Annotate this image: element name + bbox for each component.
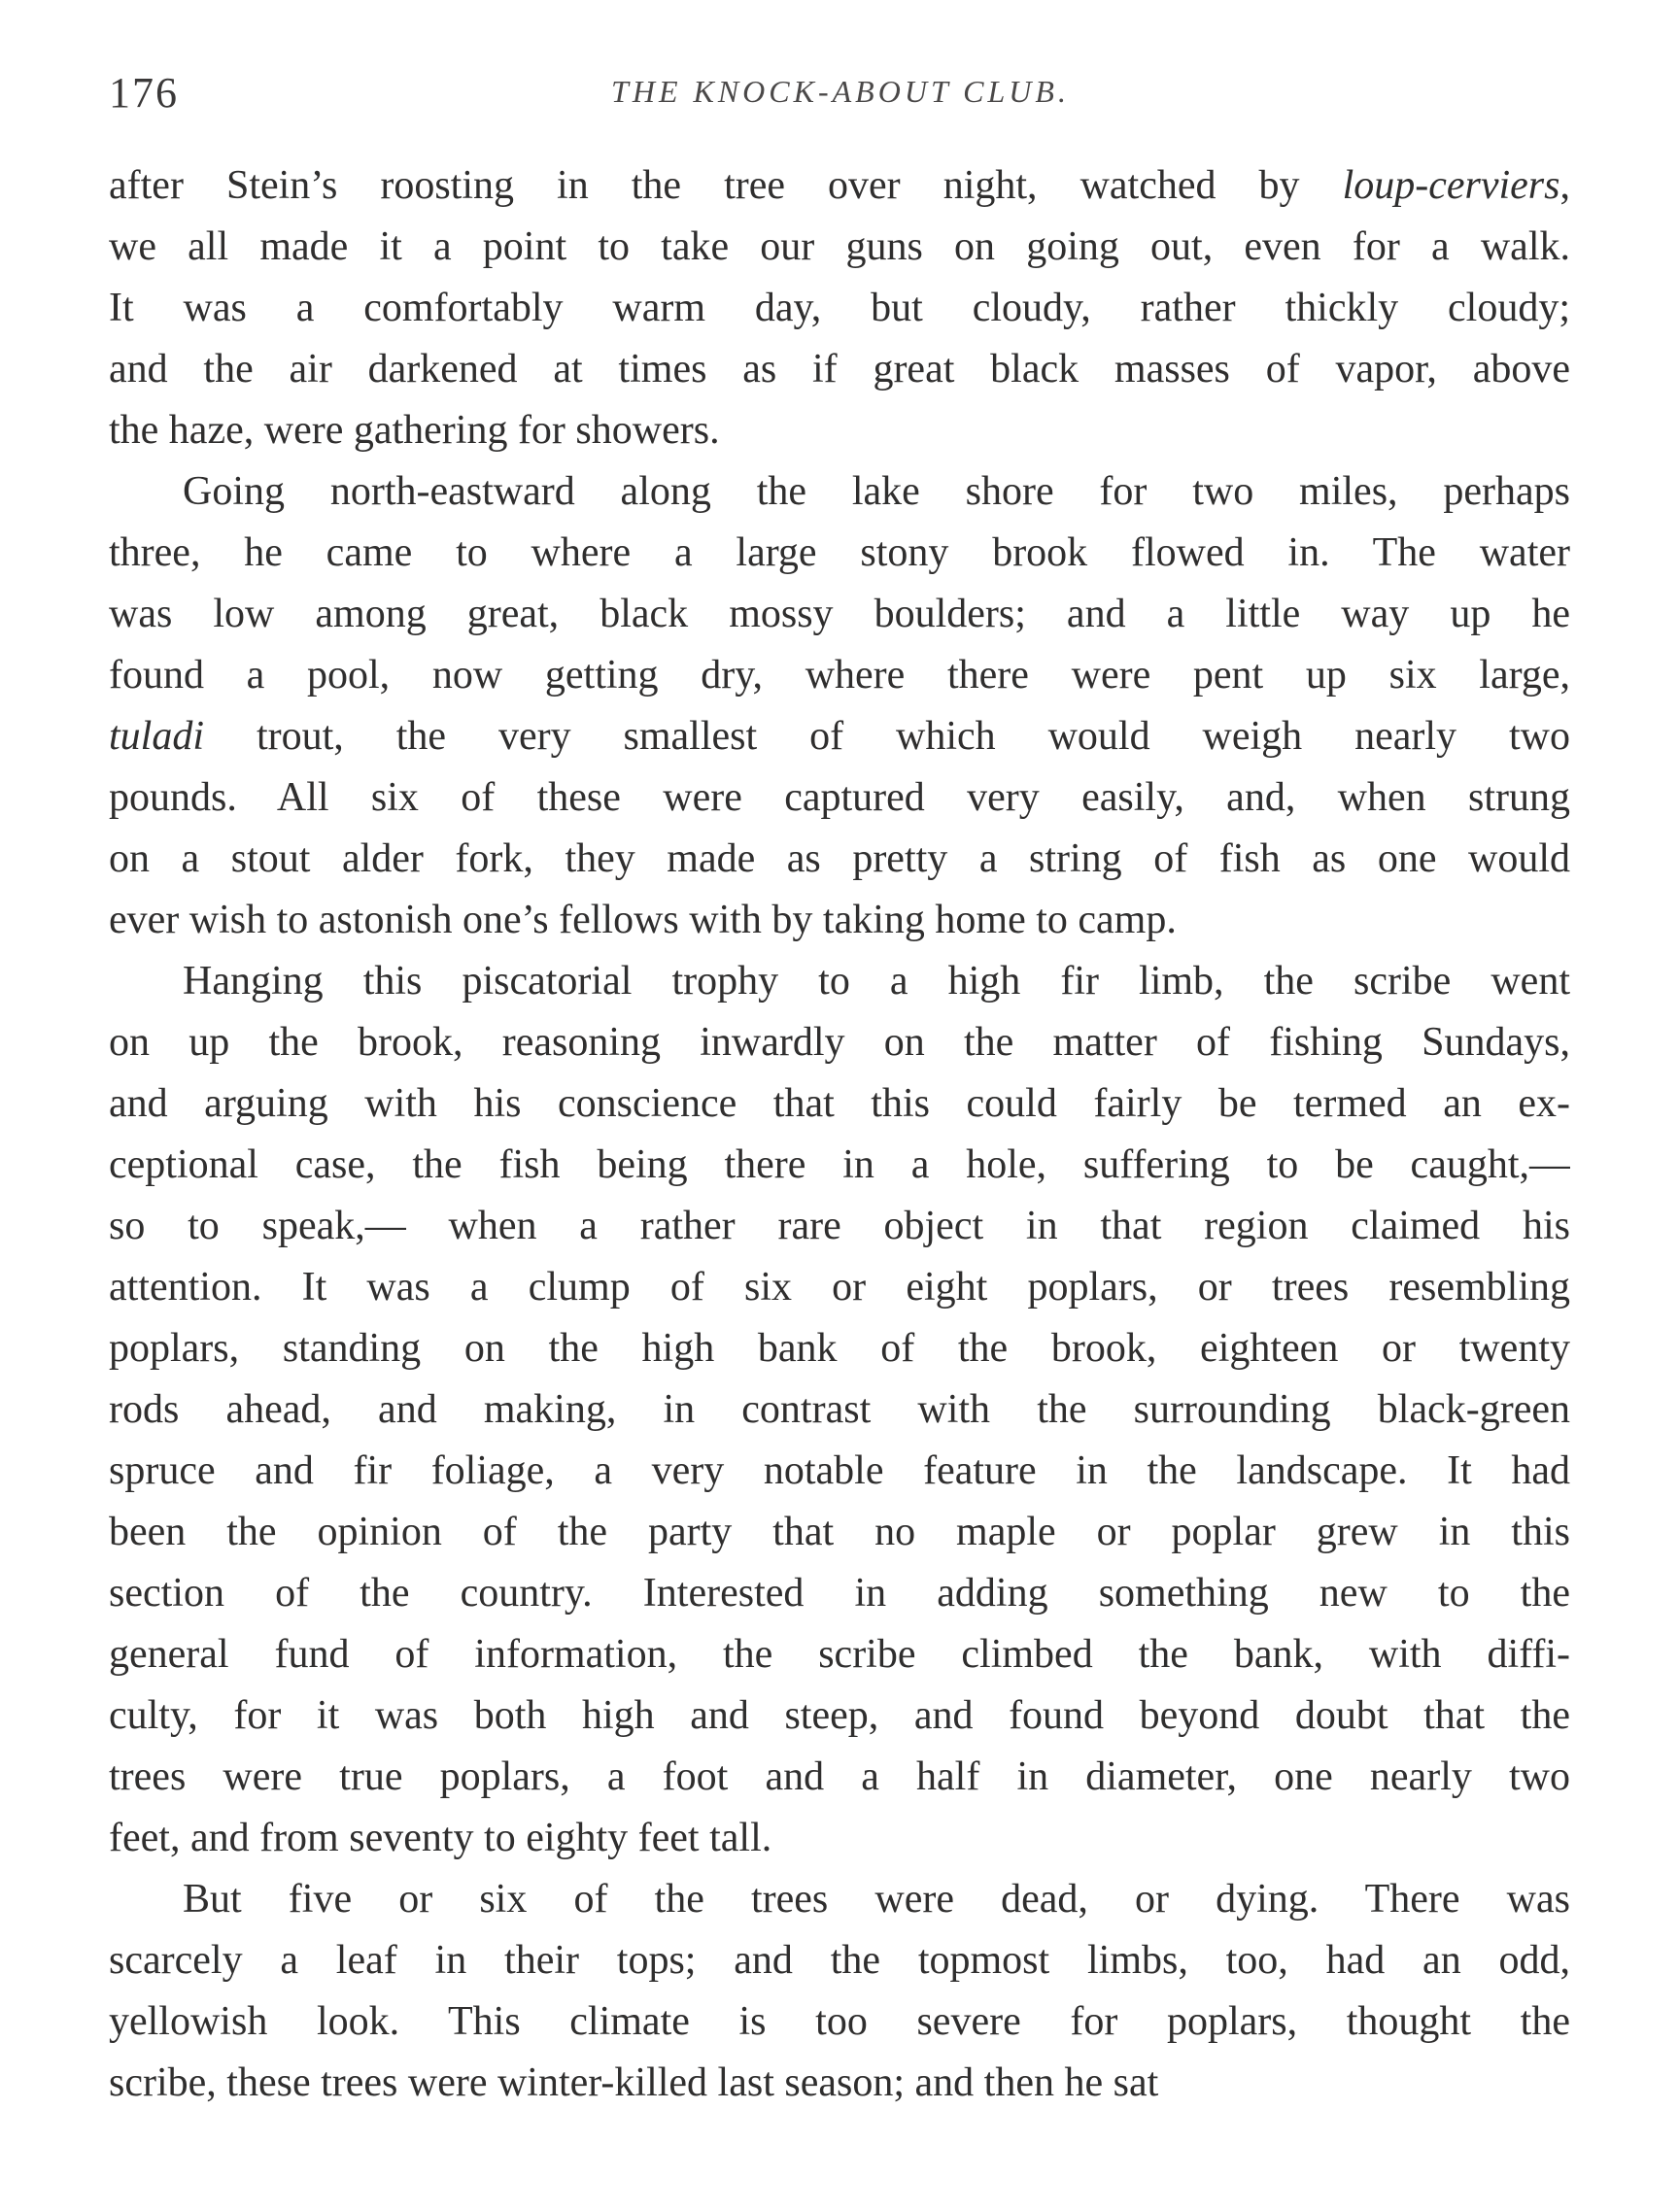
- text-line: [109, 155, 1570, 217]
- text-line: [109, 1991, 1570, 2053]
- text-run: ever wish to astonish one’s fellows with by taking home to camp.: [109, 898, 1177, 942]
- text-run: we all made it a point to take our guns on going out, even for a walk.: [109, 224, 1570, 269]
- text-line: [109, 1808, 1570, 1869]
- italic-term: loup-cerviers: [1342, 163, 1560, 208]
- text-line: [109, 951, 1570, 1012]
- text-run: But five or six of the trees were dead, or dying. There was: [183, 1877, 1570, 1922]
- italic-term: tuladi: [109, 714, 205, 759]
- text-run: on a stout alder fork, they made as pretty a string of fish as one would: [109, 836, 1570, 881]
- text-run: It was a comfortably warm day, but cloudy, rather thickly cloudy;: [109, 286, 1570, 330]
- page-number: 176: [109, 69, 179, 117]
- text-line: [109, 1563, 1570, 1624]
- text-line: [109, 1073, 1570, 1135]
- text-line: [109, 1257, 1570, 1318]
- paragraph: [109, 155, 1570, 461]
- text-run: attention. It was a clump of six or eight poplars, or trees resembling: [109, 1265, 1570, 1310]
- text-line: [109, 1441, 1570, 1502]
- text-line: [109, 706, 1570, 767]
- text-run: trees were true poplars, a foot and a half in diameter, one nearly two: [109, 1754, 1570, 1799]
- text-run: three, he came to where a large stony brook flowed in. The water: [109, 530, 1570, 575]
- body-text: [109, 155, 1570, 2114]
- text-run: on up the brook, reasoning inwardly on the matter of fishing Sundays,: [109, 1020, 1570, 1065]
- text-line: [109, 890, 1570, 951]
- text-line: [109, 1196, 1570, 1257]
- text-run: ,: [1559, 163, 1570, 208]
- text-run: and the air darkened at times as if great black masses of vapor, above: [109, 347, 1570, 391]
- text-run: scarcely a leaf in their tops; and the topmost limbs, too, had an odd,: [109, 1938, 1570, 1983]
- text-run: so to speak,— when a rather rare object in that region claimed his: [109, 1204, 1570, 1248]
- text-line: [109, 1012, 1570, 1073]
- text-run: Going north-eastward along the lake shore for two miles, perhaps: [183, 469, 1570, 514]
- text-line: [109, 1502, 1570, 1563]
- text-run: scribe, these trees were winter-killed last season; and then he sat: [109, 2060, 1159, 2105]
- text-line: [109, 400, 1570, 461]
- text-run: section of the country. Interested in adding something new to the: [109, 1571, 1570, 1616]
- text-line: [109, 461, 1570, 523]
- text-run: ceptional case, the fish being there in a hole, suffering to be caught,—: [109, 1142, 1570, 1187]
- text-run: and arguing with his conscience that this could fairly be termed an ex-: [109, 1081, 1570, 1126]
- text-run: culty, for it was both high and steep, and found beyond doubt that the: [109, 1693, 1570, 1738]
- text-line: [109, 645, 1570, 706]
- paragraph: [109, 461, 1570, 951]
- text-line: [109, 1318, 1570, 1379]
- paragraph: [109, 951, 1570, 1869]
- text-run: rods ahead, and making, in contrast with the surrounding black-green: [109, 1387, 1570, 1432]
- text-run: after Stein’s roosting in the tree over night, watched by: [109, 163, 1343, 208]
- text-run: pounds. All six of these were captured very easily, and, when strung: [109, 775, 1570, 820]
- running-title: THE KNOCK-ABOUT CLUB.: [611, 74, 1070, 109]
- text-line: [109, 767, 1570, 829]
- text-line: [109, 1624, 1570, 1685]
- text-run: found a pool, now getting dry, where there were pent up six large,: [109, 653, 1570, 698]
- text-run: general fund of information, the scribe climbed the bank, with diffi-: [109, 1632, 1570, 1677]
- text-line: [109, 1685, 1570, 1747]
- text-run: was low among great, black mossy boulders; and a little way up he: [109, 592, 1570, 636]
- text-line: [109, 1135, 1570, 1196]
- text-line: [109, 2053, 1570, 2114]
- text-line: [109, 339, 1570, 400]
- text-line: [109, 278, 1570, 339]
- text-run: poplars, standing on the high bank of the brook, eighteen or twenty: [109, 1326, 1570, 1371]
- text-line: [109, 829, 1570, 890]
- text-line: [109, 217, 1570, 278]
- text-line: [109, 1869, 1570, 1930]
- text-line: [109, 584, 1570, 645]
- text-run: been the opinion of the party that no maple or poplar grew in this: [109, 1510, 1570, 1554]
- text-run: trout, the very smallest of which would weigh nearly two: [204, 714, 1570, 759]
- text-line: [109, 1930, 1570, 1991]
- running-head: [109, 68, 1572, 136]
- paragraph: [109, 1869, 1570, 2114]
- text-run: the haze, were gathering for showers.: [109, 408, 720, 453]
- text-run: spruce and fir foliage, a very notable feature in the landscape. It had: [109, 1448, 1570, 1493]
- text-run: yellowish look. This climate is too severe for poplars, thought the: [109, 1999, 1570, 2044]
- text-run: feet, and from seventy to eighty feet tall.: [109, 1816, 772, 1860]
- text-line: [109, 1747, 1570, 1808]
- text-line: [109, 1379, 1570, 1441]
- text-line: [109, 523, 1570, 584]
- text-run: Hanging this piscatorial trophy to a high fir limb, the scribe went: [183, 959, 1570, 1004]
